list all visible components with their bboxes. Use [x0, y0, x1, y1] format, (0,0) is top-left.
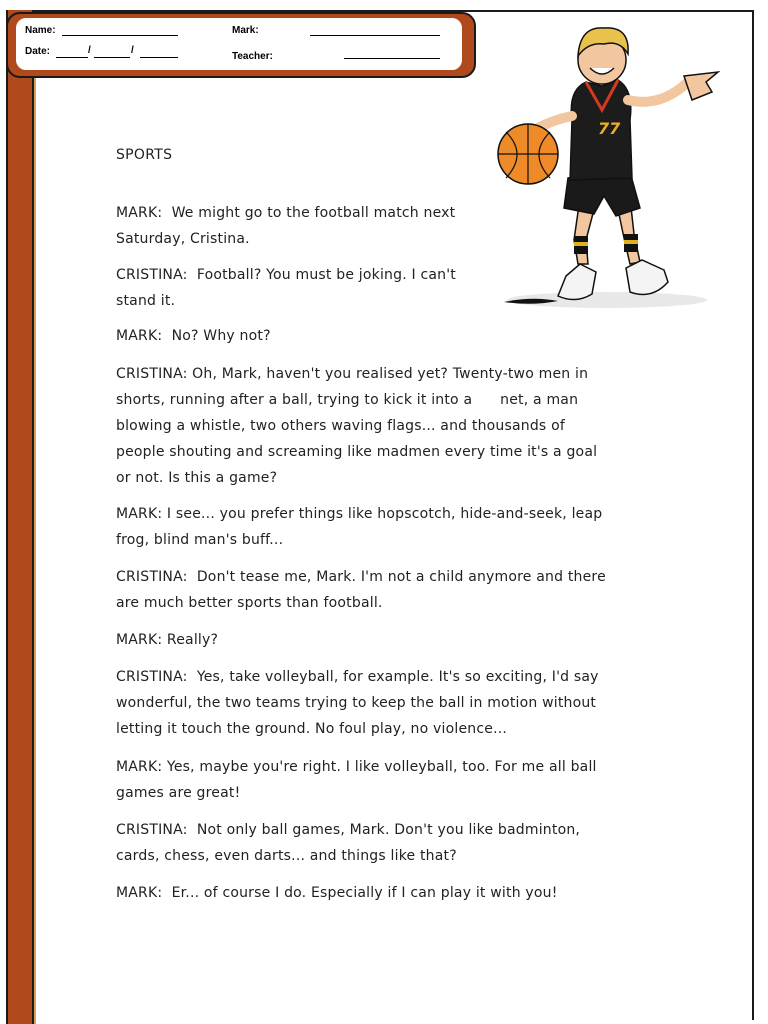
dialogue-line: blowing a whistle, two others waving flags... and thousands of	[116, 418, 565, 434]
dialogue-paragraph	[116, 664, 656, 742]
dialogue-line: cards, chess, even darts... and things like that?	[116, 848, 457, 864]
dialogue-line: people shouting and screaming like madmen every time it's a goal	[116, 444, 598, 460]
binder-spine	[6, 10, 34, 1024]
dialogue-line: CRISTINA: Football? You must be joking. I can't	[116, 267, 456, 283]
dialogue-paragraph	[116, 501, 656, 553]
date-label: Date:	[25, 46, 51, 57]
dialogue-line: shorts, running after a ball, trying to kick it into a net, a man	[116, 392, 579, 408]
date-year-field[interactable]	[140, 57, 178, 58]
date-day-field[interactable]	[56, 57, 88, 58]
dialogue-line: CRISTINA: Oh, Mark, haven't you realised yet? Twenty-two men in	[116, 366, 589, 382]
dialogue-line: CRISTINA: Don't tease me, Mark. I'm not a child anymore and there	[116, 569, 606, 585]
spine-stripe	[34, 60, 36, 1024]
dialogue-line: MARK: Er... of course I do. Especially if I can play it with you!	[116, 885, 558, 901]
dialogue-paragraph	[116, 323, 656, 349]
mark-label: Mark:	[232, 25, 259, 36]
mark-field[interactable]	[310, 35, 440, 36]
dialogue-paragraph	[116, 200, 656, 252]
dialogue-line: games are great!	[116, 785, 241, 801]
dialogue-paragraph	[116, 361, 656, 491]
dialogue-line: CRISTINA: Yes, take volleyball, for example. It's so exciting, I'd say	[116, 669, 599, 685]
dialogue-paragraph	[116, 627, 656, 653]
dialogue-line: wonderful, the two teams trying to keep the ball in motion without	[116, 695, 597, 711]
dialogue-line: frog, blind man's buff...	[116, 532, 284, 548]
dialogue-paragraph	[116, 817, 656, 869]
worksheet-title: SPORTS	[116, 147, 173, 163]
date-separator: /	[88, 45, 91, 56]
dialogue-paragraph	[116, 564, 656, 616]
dialogue-line: letting it touch the ground. No foul play, no violence...	[116, 721, 508, 737]
dialogue-line: MARK: Really?	[116, 632, 219, 648]
date-month-field[interactable]	[94, 57, 130, 58]
dialogue-line: Saturday, Cristina.	[116, 231, 250, 247]
teacher-field[interactable]	[344, 58, 440, 59]
name-label: Name:	[25, 25, 56, 36]
dialogue-line: stand it.	[116, 293, 176, 309]
right-arm	[628, 82, 688, 102]
date-separator: /	[131, 45, 134, 56]
name-field[interactable]	[62, 35, 178, 36]
dialogue-line: CRISTINA: Not only ball games, Mark. Don't you like badminton,	[116, 822, 581, 838]
dialogue-line: or not. Is this a game?	[116, 470, 278, 486]
dialogue-paragraph	[116, 262, 656, 314]
dialogue-paragraph	[116, 754, 656, 806]
dialogue-line: are much better sports than football.	[116, 595, 383, 611]
dialogue-line: MARK: Yes, maybe you're right. I like volleyball, too. For me all ball	[116, 759, 597, 775]
dialogue-line: MARK: I see... you prefer things like hopscotch, hide-and-seek, leap	[116, 506, 603, 522]
pointing-hand	[684, 72, 718, 100]
jersey-number: 77	[598, 119, 621, 138]
teacher-label: Teacher:	[232, 51, 273, 62]
dialogue-paragraph	[116, 880, 656, 906]
dialogue-line: MARK: No? Why not?	[116, 328, 271, 344]
dialogue-line: MARK: We might go to the football match next	[116, 205, 456, 221]
